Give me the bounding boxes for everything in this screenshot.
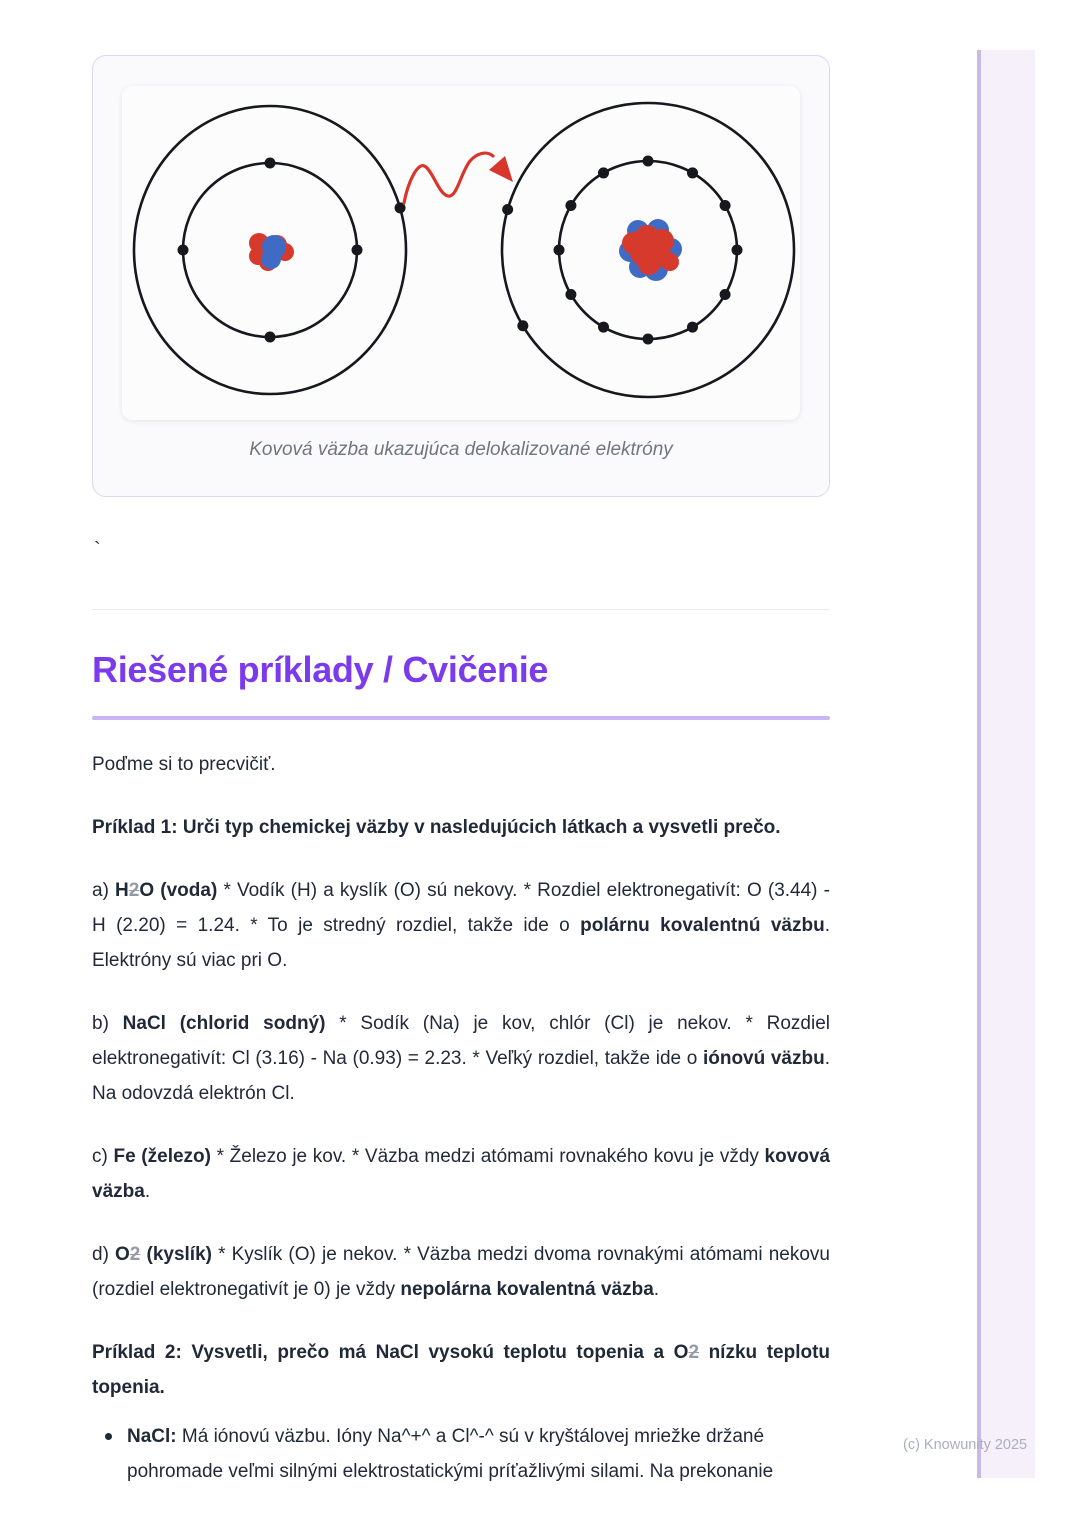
copyright-text: (c) Knowunity 2025 (903, 1437, 1028, 1453)
list-item (92, 1419, 830, 1489)
document-content (92, 55, 830, 1489)
heading-underline (92, 716, 830, 720)
atom-right-electron (720, 289, 731, 300)
text-segment: Príklad 1: Urči typ chemickej väzby v nasledujúcich látkach a vysvetli prečo. (92, 817, 781, 838)
atom-right-proton (661, 253, 679, 271)
atom-right-electron (598, 167, 609, 178)
text-segment: Fe (železo) (113, 1146, 211, 1167)
text-segment: nízku teplotu topenia. (92, 1342, 831, 1398)
atom-left-electron (265, 332, 276, 343)
atom-right-proton (638, 253, 660, 275)
text-segment: O (voda) (139, 880, 218, 901)
text-segment: (kyslík) (140, 1244, 212, 1265)
text-segment: nepolárna kovalentná väzba (400, 1279, 654, 1300)
text-segment: iónovú väzbu (702, 1048, 825, 1069)
sidebar-strip (977, 50, 1035, 1478)
text-segment: . Na odovzdá elektrón Cl. (92, 1048, 830, 1104)
text-segment: polárnu kovalentnú väzbu (580, 915, 825, 936)
text-segment: * Sodík (Na) je kov, chlór (Cl) je nekov. * Rozdiel elektronegativít: Cl (3.16) - Na (0.93) = 2.23. * Veľký rozdiel, takže ide o (92, 1013, 830, 1069)
figure-caption: Kovová väzba ukazujúca delokalizované elektróny (249, 439, 673, 460)
atom-right-electron (517, 320, 528, 331)
text-segment: O (115, 1244, 130, 1265)
text-segment: . (144, 1181, 151, 1202)
text-segment: a) (92, 880, 116, 901)
atom-right-electron (554, 245, 565, 256)
text-segment: H (115, 880, 129, 901)
body-paragraphs (92, 747, 830, 1489)
atom-left-neutron (261, 249, 281, 269)
text-segment: O (673, 1342, 689, 1363)
text-segment: * Kyslík (O) je nekov. * Väzba medzi dvoma rovnakými atómami nekovu (rozdiel elektronegativít je 0) je vždy (92, 1244, 830, 1300)
figure-panel (122, 86, 800, 420)
atom-right-electron (687, 167, 698, 178)
atom-right-electron (502, 204, 513, 215)
atom-right-electron (565, 289, 576, 300)
paragraph-2 (92, 873, 830, 978)
text-segment: * Vodík (H) a kyslík (O) sú nekovy. * Rozdiel elektronegativít: O (3.44) - H (2.20) = 1.24. * To je stredný rozdiel, takže ide o (92, 880, 830, 936)
paragraph-1 (92, 810, 830, 845)
text-segment: * Železo je kov. * Väzba medzi atómami rovnakého kovu je vždy (210, 1146, 765, 1167)
atom-left-electron (178, 245, 189, 256)
paragraph-4 (92, 1139, 830, 1209)
text-segment: NaCl: (127, 1426, 177, 1447)
content-divider (92, 609, 830, 610)
text-segment: Poďme si to precvičiť. (92, 754, 276, 775)
stray-backtick: ` (94, 539, 101, 561)
atom-right-electron (720, 200, 731, 211)
atom-right-electron (643, 156, 654, 167)
text-segment: NaCl (chlorid sodný) (122, 1013, 326, 1034)
metallic-bond-diagram (122, 86, 800, 420)
bullet-text (127, 1419, 829, 1489)
text-segment: . Elektróny sú viac pri O. (92, 915, 830, 971)
atom-right-electron (565, 200, 576, 211)
struck-subscript: 2 (128, 880, 140, 901)
section-heading: Riešené príklady / Cvičenie (92, 649, 549, 690)
paragraph-3 (92, 1006, 830, 1111)
arrowhead (489, 156, 513, 182)
text-segment: Má iónovú väzbu. Ióny Na^+^ a Cl^-^ sú v kryštálovej mriežke držané pohromade veľmi silnými elektrostatickými príťažlivými silami. Na prekonanie (127, 1426, 774, 1482)
atom-right-electron (687, 322, 698, 333)
atom-right-electron (598, 322, 609, 333)
text-segment: Príklad 2: Vysvetli, prečo má NaCl vysokú teplotu topenia a (92, 1342, 674, 1363)
text-segment: c) (92, 1146, 114, 1167)
text-segment: d) (92, 1244, 116, 1265)
paragraph-0 (92, 747, 830, 782)
text-segment: kovová väzba (92, 1146, 831, 1202)
bullet-marker (105, 1433, 112, 1440)
electron-transfer-arrow (404, 153, 493, 203)
atom-right-electron (643, 334, 654, 345)
atom-left-electron (352, 245, 363, 256)
text-segment: . (653, 1279, 660, 1300)
paragraph-6 (92, 1335, 830, 1405)
paragraph-5 (92, 1237, 830, 1307)
text-segment: b) (92, 1013, 123, 1034)
atom-left-electron (265, 158, 276, 169)
atom-right-electron (732, 245, 743, 256)
figure-card (92, 55, 830, 497)
struck-subscript: 2 (129, 1244, 141, 1265)
struck-subscript: 2 (688, 1342, 700, 1363)
